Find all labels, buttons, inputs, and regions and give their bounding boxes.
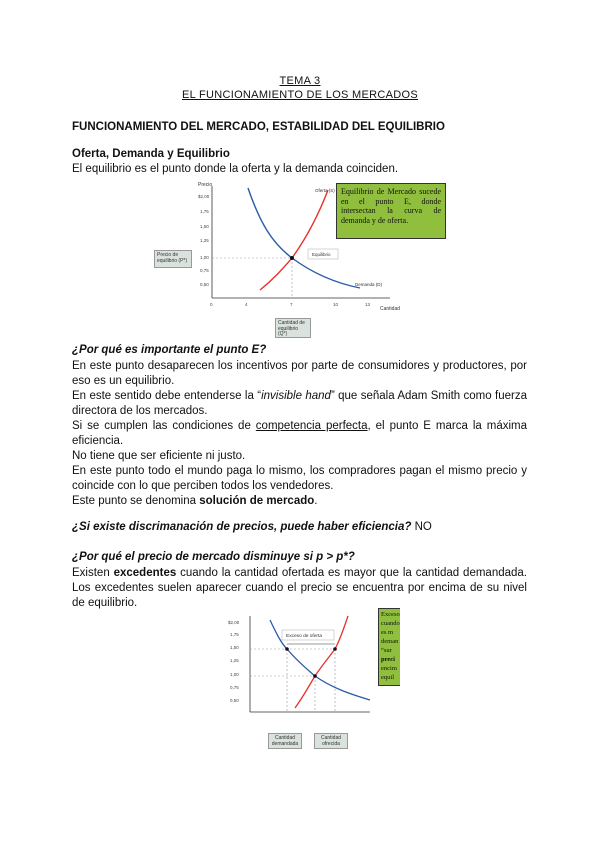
supply-label: Oferta (S) (315, 188, 335, 193)
x-tick-label: 13 (365, 302, 371, 307)
y-tick-label: 0,75 (200, 268, 209, 273)
surplus-note-box-cropped: Exceso cuando es m deman “sur preci encim equil (378, 608, 400, 686)
y-tick-label: 1,50 (200, 224, 209, 229)
equilibrium-label: Equilibrio (312, 252, 331, 257)
y-tick-label: 1,25 (230, 658, 239, 663)
paragraph-same-price: En este punto todo el mundo paga lo mismo, los compradores pagan el mismo precio y coincide con lo que perciben todos los vendedores. (72, 465, 527, 493)
equilibrium-point (313, 674, 317, 678)
intro-text: El equilibrio es el punto donde la oferta y la demanda coinciden. (72, 163, 399, 175)
y-tick-label: 1,75 (230, 632, 239, 637)
paragraph-surplus: Existen excedentes cuando la cantidad ofertada es mayor que la cantidad demandada. Los excedentes suelen aparecer cuando el precio se encuentra por encima de su nivel de equilibrio. (72, 567, 527, 610)
y-tick-label: 0,50 (200, 282, 209, 287)
x-tick-label: 4 (245, 302, 248, 307)
section-heading: FUNCIONAMIENTO DEL MERCADO, ESTABILIDAD DEL EQUILIBRIO (72, 121, 445, 133)
question-importance: ¿Por qué es importante el punto E? (72, 344, 267, 356)
equilibrium-note-box: Equilibrio de Mercado sucede en el punto E, donde intersectan la curva de demanda y de oferta. (336, 183, 446, 239)
y-tick-label: 1,25 (200, 238, 209, 243)
y-tick-label: 0,50 (230, 698, 239, 703)
x-tick-label: 10 (333, 302, 339, 307)
document-title: EL FUNCIONAMIENTO DE LOS MERCADOS (181, 89, 419, 101)
supply-curve (260, 190, 328, 290)
y-tick-label: $2,00 (198, 194, 210, 199)
quantity-demanded-box: Cantidad demandada (268, 733, 302, 749)
question-discrimination: ¿Si existe discrimanación de precios, puede haber eficiencia? NO (72, 521, 432, 533)
equilibrium-point (290, 256, 294, 260)
y-tick-label: $2,00 (228, 620, 240, 625)
quantity-demanded-point (285, 647, 289, 651)
y-tick-label: 1,75 (200, 209, 209, 214)
subheading: Oferta, Demanda y Equilibrio (72, 148, 230, 160)
paragraph-incentives: En este punto desaparecen los incentivos por parte de consumidores y productores, por eso es un equilibrio. (72, 360, 527, 388)
competencia-perfecta-link: competencia perfecta (255, 420, 368, 432)
x-axis-title: Cantidad (380, 306, 401, 312)
quantity-supplied-box: Cantidad ofrecida (314, 733, 348, 749)
x-tick-label: 7 (290, 302, 293, 307)
y-tick-label: 0,75 (230, 685, 239, 690)
x-tick-label: 0 (210, 302, 213, 307)
equilibrium-quantity-box: Cantidad de equilibrio (Q*) (275, 318, 311, 338)
tema-number: TEMA 3 (279, 75, 321, 87)
quantity-supplied-point (333, 647, 337, 651)
y-axis-title: Precio (198, 182, 213, 188)
paragraph-not-fair: No tiene que ser eficiente ni justo. (72, 450, 246, 462)
y-tick-label: 1,50 (230, 645, 239, 650)
surplus-figure (220, 612, 380, 727)
y-tick-label: 1,00 (230, 672, 239, 677)
paragraph-invisible-hand: En este sentido debe entenderse la “invisible hand” que señala Adam Smith como fuerza directora de los mercados. (72, 390, 527, 418)
equilibrium-price-box: Precio de equilibrio (P*) (154, 250, 192, 268)
demand-label: Demanda (D) (355, 282, 383, 287)
paragraph-market-solution: Este punto se denomina solución de mercado. (72, 495, 318, 507)
y-tick-label: 1,00 (200, 255, 209, 260)
paragraph-competition: Si se cumplen las condiciones de competencia perfecta, el punto E marca la máxima eficiencia. (72, 420, 527, 448)
question-price-decrease: ¿Por qué el precio de mercado disminuye si p > p*? (72, 551, 355, 563)
surplus-label: Exceso de oferta (286, 634, 322, 639)
